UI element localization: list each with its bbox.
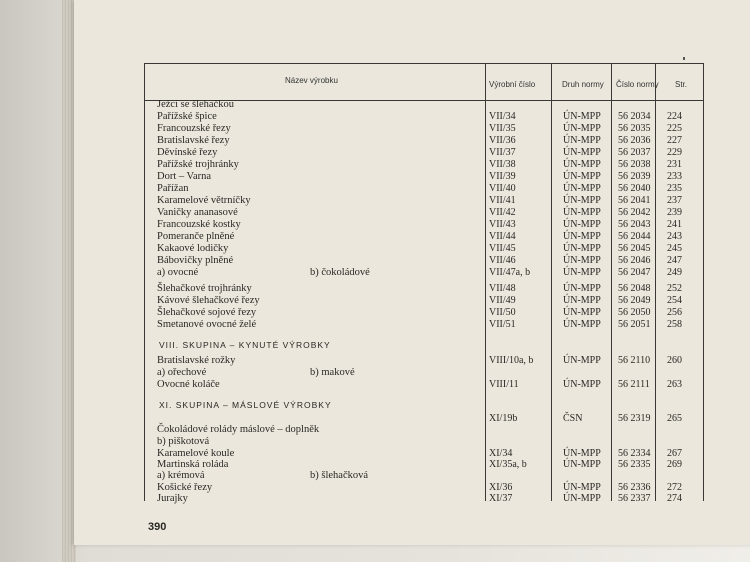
table-row: [145, 243, 703, 255]
product-name: Bratislavské rožky: [157, 355, 236, 366]
production-number: VII/40: [489, 183, 516, 194]
production-number: VII/41: [489, 195, 516, 206]
product-name: Pomeranče plněné: [157, 231, 235, 242]
production-number: VII/47a, b: [489, 267, 531, 278]
norm-type: ÚN-MPP: [563, 171, 601, 182]
production-number: VII/42: [489, 207, 516, 218]
page-ref: 227: [667, 135, 682, 146]
page-ref: 229: [667, 147, 682, 158]
production-number: XI/34: [489, 448, 513, 459]
product-name: Smetanové ovocné želé: [157, 319, 257, 330]
norm-type: ÚN-MPP: [563, 448, 601, 459]
norm-number: 56 2040: [618, 183, 651, 194]
table-row: [145, 159, 703, 171]
production-number: VII/36: [489, 135, 516, 146]
norm-type: ÚN-MPP: [563, 379, 601, 390]
norm-type: ÚN-MPP: [563, 307, 601, 318]
production-number: VII/43: [489, 219, 516, 230]
page-ref: 265: [667, 413, 682, 424]
table-row: [145, 147, 703, 159]
product-table: [144, 63, 704, 504]
norm-number: 56 2035: [618, 123, 651, 134]
table-row: [145, 195, 703, 207]
section-title-xi: XI. SKUPINA – MÁSLOVÉ VÝROBKY: [159, 400, 332, 410]
page-ref: 243: [667, 231, 682, 242]
norm-type: ÚN-MPP: [563, 295, 601, 306]
page-ref: 247: [667, 255, 682, 266]
norm-number: 56 2044: [618, 231, 651, 242]
table-row: [145, 436, 703, 448]
product-name: Bratislavské řezy: [157, 135, 230, 146]
norm-type: ÚN-MPP: [563, 283, 601, 294]
product-name: Karamelové větrníčky: [157, 195, 251, 206]
header-druh: Druh normy: [562, 80, 604, 89]
header-nazev: Název výrobku: [285, 76, 338, 85]
section-title-viii: VIII. SKUPINA – KYNUTÉ VÝROBKY: [159, 340, 331, 350]
table-row: [145, 379, 703, 391]
norm-number: 56 2336: [618, 482, 651, 493]
norm-number: 56 2039: [618, 171, 651, 182]
table-row: [145, 135, 703, 147]
norm-type: ÚN-MPP: [563, 111, 601, 122]
table-row: [145, 355, 703, 367]
product-variant: b) čokoládové: [310, 267, 370, 278]
norm-type: ÚN-MPP: [563, 482, 601, 493]
product-name: Karamelové koule: [157, 448, 235, 459]
production-number: XI/35a, b: [489, 459, 527, 470]
production-number: XI/19b: [489, 413, 518, 424]
page-ref: 231: [667, 159, 682, 170]
product-name: Jurajky: [157, 493, 188, 504]
product-name: a) ořechové: [157, 367, 207, 378]
page-ref: 260: [667, 355, 682, 366]
norm-number: 56 2334: [618, 448, 651, 459]
product-name: a) krémová: [157, 470, 205, 481]
table-row: [145, 255, 703, 267]
page-ref: 225: [667, 123, 682, 134]
page-ref: 258: [667, 319, 682, 330]
product-name: Francouzské řezy: [157, 123, 231, 134]
norm-type: ÚN-MPP: [563, 267, 601, 278]
table-row: [145, 493, 703, 505]
production-number: VII/34: [489, 111, 516, 122]
norm-type: ÚN-MPP: [563, 219, 601, 230]
page-ref: 254: [667, 295, 682, 306]
product-name: Dort – Varna: [157, 171, 212, 182]
norm-type: ÚN-MPP: [563, 231, 601, 242]
norm-number: 56 2046: [618, 255, 651, 266]
production-number: XI/36: [489, 482, 513, 493]
product-name: Pařížské trojhránky: [157, 159, 239, 170]
table-row: [145, 183, 703, 195]
norm-type: ÚN-MPP: [563, 255, 601, 266]
norm-number: 56 2036: [618, 135, 651, 146]
table-row: [145, 123, 703, 135]
production-number: VII/35: [489, 123, 516, 134]
table-row: [145, 470, 703, 482]
product-name: b) piškotová: [157, 436, 210, 447]
production-number: VII/38: [489, 159, 516, 170]
page-ref: 256: [667, 307, 682, 318]
product-name: Šlehačkové sojové řezy: [157, 307, 257, 318]
table-row: [145, 307, 703, 319]
product-name: Pařížan: [157, 183, 189, 194]
norm-number: 56 2051: [618, 319, 651, 330]
norm-type: ČSN: [563, 413, 583, 424]
production-number: XI/37: [489, 493, 513, 504]
page-ref: 224: [667, 111, 682, 122]
product-variant: b) makové: [310, 367, 355, 378]
table-row: [145, 267, 703, 279]
norm-number: 56 2337: [618, 493, 651, 504]
production-number: VII/46: [489, 255, 516, 266]
table-row: [145, 219, 703, 231]
table-row: [145, 367, 703, 379]
page-ref: 239: [667, 207, 682, 218]
norm-number: 56 2335: [618, 459, 651, 470]
page-ref: 249: [667, 267, 682, 278]
product-variant: b) šlehačková: [310, 470, 369, 481]
norm-number: 56 2319: [618, 413, 651, 424]
header-str: Str.: [675, 80, 688, 89]
page-ref: 263: [667, 379, 682, 390]
norm-number: 56 2042: [618, 207, 651, 218]
norm-number: 56 2050: [618, 307, 651, 318]
page-ref: 267: [667, 448, 682, 459]
product-name: a) ovocné: [157, 267, 199, 278]
production-number: VII/44: [489, 231, 516, 242]
production-number: VII/50: [489, 307, 516, 318]
table-row: [145, 207, 703, 219]
norm-number: 56 2038: [618, 159, 651, 170]
table-row: [145, 283, 703, 295]
product-name: Pařížské špice: [157, 111, 217, 122]
norm-number: 56 2049: [618, 295, 651, 306]
product-name: Francouzské kostky: [157, 219, 241, 230]
product-name: Košické řezy: [157, 482, 213, 493]
production-number: VII/45: [489, 243, 516, 254]
page-ref: 235: [667, 183, 682, 194]
production-number: VII/39: [489, 171, 516, 182]
norm-type: ÚN-MPP: [563, 147, 601, 158]
page-number: 390: [148, 521, 167, 533]
page-ref: 245: [667, 243, 682, 254]
product-name: Čokoládové rolády máslové – doplněk: [157, 424, 320, 435]
norm-type: ÚN-MPP: [563, 135, 601, 146]
product-name: Ježci se šlehačkou: [157, 99, 234, 110]
page-ref: 237: [667, 195, 682, 206]
norm-number: 56 2048: [618, 283, 651, 294]
header-cislo: Číslo normy: [616, 80, 659, 89]
product-name: Šlehačkové trojhránky: [157, 283, 252, 294]
norm-type: ÚN-MPP: [563, 195, 601, 206]
norm-type: ÚN-MPP: [563, 123, 601, 134]
norm-type: ÚN-MPP: [563, 243, 601, 254]
table-row: [145, 319, 703, 331]
norm-number: 56 2047: [618, 267, 651, 278]
norm-type: ÚN-MPP: [563, 159, 601, 170]
page-ref: 274: [667, 493, 682, 504]
product-name: Kakaové lodičky: [157, 243, 229, 254]
page-ref: 241: [667, 219, 682, 230]
print-mark: [683, 57, 685, 60]
table-row: [145, 111, 703, 123]
norm-number: 56 2110: [618, 355, 651, 366]
production-number: VII/49: [489, 295, 516, 306]
norm-type: ÚN-MPP: [563, 319, 601, 330]
norm-number: 56 2043: [618, 219, 651, 230]
norm-number: 56 2034: [618, 111, 651, 122]
page-ref: 269: [667, 459, 682, 470]
page-ref: 233: [667, 171, 682, 182]
product-name: Ovocné koláče: [157, 379, 220, 390]
table-row: [145, 231, 703, 243]
production-number: VII/37: [489, 147, 516, 158]
table-row: [145, 171, 703, 183]
product-name: Bábovičky plněné: [157, 255, 234, 266]
production-number: VII/48: [489, 283, 516, 294]
production-number: VIII/11: [489, 379, 519, 390]
product-name: Martinská roláda: [157, 459, 229, 470]
product-name: Kávové šlehačkové řezy: [157, 295, 260, 306]
table-row: [145, 99, 703, 111]
production-number: VIII/10a, b: [489, 355, 534, 366]
norm-type: ÚN-MPP: [563, 493, 601, 504]
norm-number: 56 2111: [618, 379, 650, 390]
norm-number: 56 2045: [618, 243, 651, 254]
table-row: [145, 424, 703, 436]
page-ref: 272: [667, 482, 682, 493]
product-name: Děvínské řezy: [157, 147, 218, 158]
production-number: VII/51: [489, 319, 516, 330]
header-vyrobni: Výrobní číslo: [489, 80, 536, 89]
table-row: [145, 295, 703, 307]
page-ref: 252: [667, 283, 682, 294]
product-name: Vaničky ananasové: [157, 207, 238, 218]
norm-number: 56 2041: [618, 195, 651, 206]
norm-number: 56 2037: [618, 147, 651, 158]
norm-type: ÚN-MPP: [563, 355, 601, 366]
norm-type: ÚN-MPP: [563, 183, 601, 194]
norm-type: ÚN-MPP: [563, 459, 601, 470]
norm-type: ÚN-MPP: [563, 207, 601, 218]
